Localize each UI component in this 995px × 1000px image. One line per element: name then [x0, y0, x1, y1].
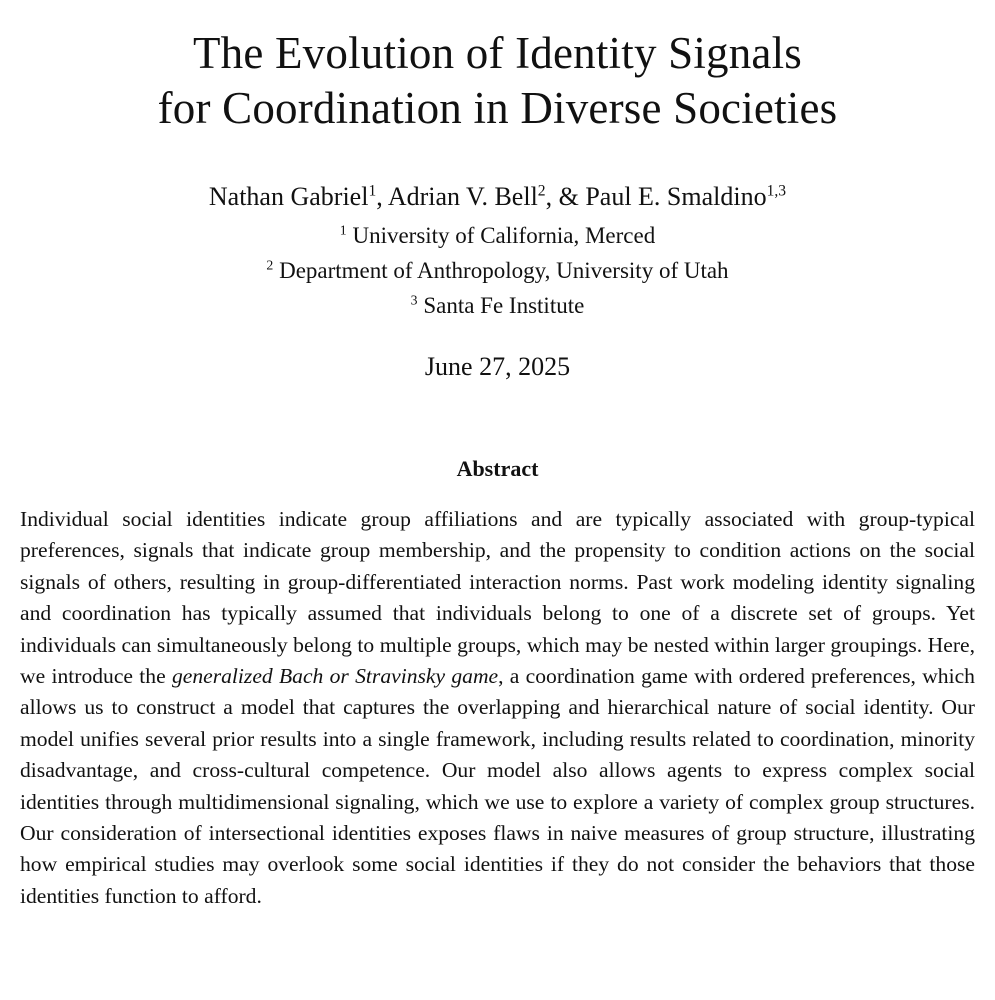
author-name: Adrian V. Bell — [387, 182, 538, 211]
publication-date: June 27, 2025 — [424, 352, 571, 381]
author-separator: , & — [545, 182, 586, 211]
author-name: Nathan Gabriel — [208, 182, 369, 211]
title-line-2: for Coordination in Diverse Societies — [157, 83, 838, 133]
abstract-text — [20, 504, 975, 912]
abstract-text-part-2: , a coordination game with ordered preferences, which allows us to construct a model that captures the overlapping and hierarchical nature of social identity. Our model unifies several prior results into a single framework, including results related to coordination, minority disadvantage, and cross-cultural competence. Our model also allows agents to express complex social identities through multidimensional signaling, which we use to explore a variety of complex group structures. Our consideration of intersectional identities exposes flaws in naive measures of group structure, illustrating how empirical studies may overlook some social identities if they do not consider the behaviors that those identities function to afford. — [20, 664, 975, 908]
affiliation — [0, 291, 995, 321]
affiliation-number: 2 — [266, 257, 274, 273]
title-line-1: The Evolution of Identity Signals — [192, 28, 803, 78]
author-affiliation-mark: 1 — [368, 182, 377, 200]
author-affiliation-mark: 2 — [537, 182, 546, 200]
affiliation — [0, 221, 995, 251]
author-name: Paul E. Smaldino — [585, 182, 767, 211]
abstract-emphasis: generalized Bach or Stravinsky game — [171, 664, 499, 689]
author-list — [0, 180, 995, 214]
author-affiliation-mark: 1,3 — [766, 182, 787, 200]
abstract-text-part-1: Individual social identities indicate group affiliations and are typically associated with group-typical preferences, signals that indicate group membership, and the propensity to condition actions on the social signals of others, resulting in group-differentiated interaction norms. Past work modeling identity signaling and coordination has typically assumed that individuals belong to one of a discrete set of groups. Yet individuals can simultaneously belong to multiple groups, which may be nested within larger groupings. Here, we introduce the — [20, 507, 975, 689]
affiliation-text: Santa Fe Institute — [423, 293, 585, 318]
affiliation-number: 1 — [339, 222, 347, 238]
abstract-heading: Abstract — [456, 456, 539, 481]
affiliation-text: Department of Anthropology, University of Utah — [279, 258, 729, 283]
affiliation-text: University of California, Merced — [352, 223, 656, 248]
author-separator: , — [376, 182, 388, 211]
affiliation — [0, 256, 995, 286]
paper-title — [0, 26, 995, 136]
affiliation-number: 3 — [410, 292, 418, 308]
